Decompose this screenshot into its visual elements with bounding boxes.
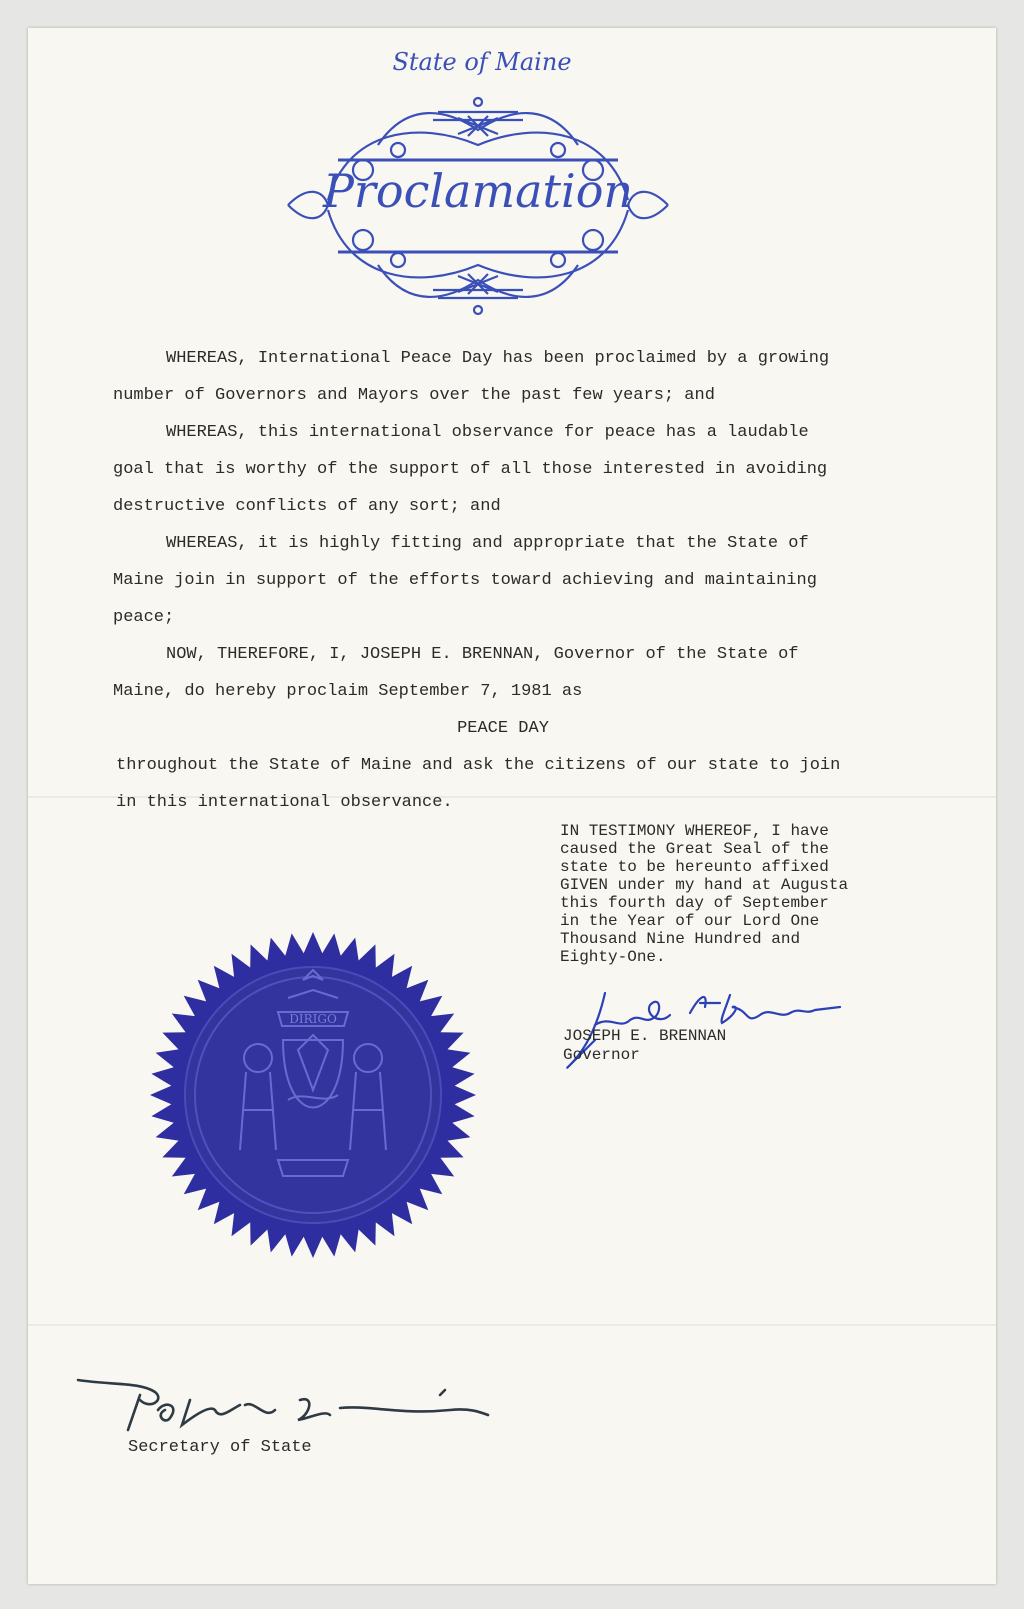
therefore-line-2: Maine, do hereby proclaim September 7, 1981 as: [113, 682, 583, 701]
fold-line: [28, 1324, 996, 1326]
whereas-3-line-2: Maine join in support of the efforts toward achieving and maintaining: [113, 571, 817, 590]
closing-line-1: throughout the State of Maine and ask the citizens of our state to join: [116, 756, 841, 775]
secretary-of-state-label: Secretary of State: [128, 1438, 312, 1457]
proclamation-ornament: [268, 90, 688, 320]
whereas-2-line-3: destructive conflicts of any sort; and: [113, 497, 501, 516]
proclamation-title: Proclamation: [322, 164, 634, 218]
great-seal-of-maine: [148, 930, 478, 1260]
testimony-block: IN TESTIMONY WHEREOF, I have caused the Great Seal of the state to be hereunto affixed GIVEN under my hand at Augusta this fourth day of September in the Year of our Lord One Thousand Nine Hundred and Eighty-One.: [560, 822, 849, 966]
peace-day-heading: PEACE DAY: [457, 719, 549, 738]
closing-line-2: in this international observance.: [116, 793, 453, 812]
therefore-line-1: NOW, THEREFORE, I, JOSEPH E. BRENNAN, Governor of the State of: [166, 645, 799, 664]
seal-motto: DIRIGO: [289, 1012, 337, 1026]
whereas-3-line-3: peace;: [113, 608, 175, 627]
whereas-2-line-1: WHEREAS, this international observance for peace has a laudable: [166, 423, 809, 442]
whereas-3-line-1: WHEREAS, it is highly fitting and appropriate that the State of: [166, 534, 809, 553]
governor-name: JOSEPH E. BRENNAN: [563, 1027, 727, 1045]
governor-title: Governor: [563, 1046, 640, 1064]
whereas-1-line-1: WHEREAS, International Peace Day has been proclaimed by a growing: [166, 349, 830, 368]
whereas-2-line-2: goal that is worthy of the support of all those interested in avoiding: [113, 460, 828, 479]
state-of-maine-heading: State of Maine: [392, 48, 572, 76]
whereas-1-line-2: number of Governors and Mayors over the past few years; and: [113, 386, 715, 405]
